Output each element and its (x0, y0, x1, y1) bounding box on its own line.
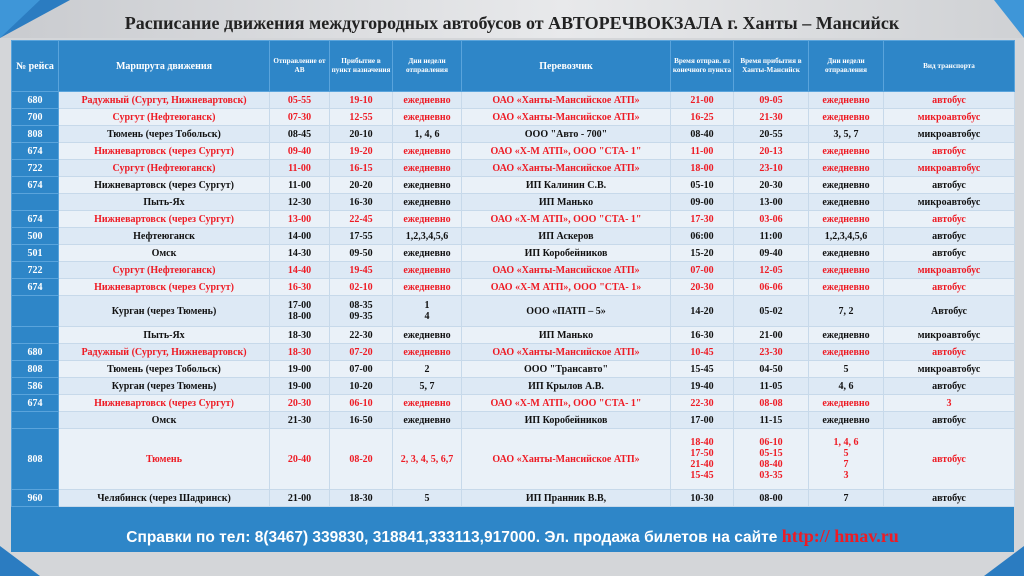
cell-carrier: ООО "Авто - 700" (462, 126, 671, 143)
cell-return-days: 7, 2 (809, 296, 884, 327)
cell-route-number: 808 (12, 126, 59, 143)
footer-label: Справки по тел: (126, 529, 251, 546)
table-row (12, 378, 1015, 395)
cell-route-name: Пыть-Ях (59, 194, 270, 211)
cell-carrier: ИП Манько (462, 327, 671, 344)
cell-carrier: ОАО «Х-М АТП», ООО "СТА- 1» (462, 279, 671, 296)
cell-transport-type: 3 (884, 395, 1015, 412)
cell-departure-days: 5 (393, 490, 462, 507)
cell-departure-time: 13-00 (270, 211, 330, 228)
cell-departure-time: 07-30 (270, 109, 330, 126)
cell-carrier: ИП Калинин С.В. (462, 177, 671, 194)
cell-return-days: ежедневно (809, 262, 884, 279)
cell-return-departure-time: 06:00 (671, 228, 734, 245)
cell-return-departure-time: 05-10 (671, 177, 734, 194)
cell-departure-days: ежедневно (393, 211, 462, 228)
cell-route-name: Сургут (Нефтеюганск) (59, 109, 270, 126)
table-row (12, 177, 1015, 194)
cell-arrival-time: 08-35 09-35 (330, 296, 393, 327)
cell-return-arrival-time: 12-05 (734, 262, 809, 279)
cell-route-name: Нижневартовск (через Сургут) (59, 143, 270, 160)
cell-departure-days: ежедневно (393, 279, 462, 296)
cell-return-days: 4, 6 (809, 378, 884, 395)
cell-return-days: ежедневно (809, 160, 884, 177)
cell-return-days: ежедневно (809, 92, 884, 109)
schedule-body (12, 92, 1015, 507)
cell-carrier: ООО «ПАТП – 5» (462, 296, 671, 327)
cell-carrier: ИП Пранник В.В, (462, 490, 671, 507)
table-row (12, 143, 1015, 160)
cell-arrival-time: 19-45 (330, 262, 393, 279)
cell-route-number: 674 (12, 395, 59, 412)
cell-arrival-time: 17-55 (330, 228, 393, 245)
cell-return-days: ежедневно (809, 177, 884, 194)
cell-arrival-time: 16-30 (330, 194, 393, 211)
page-title: Расписание движения междугородных автобусов от АВТОРЕЧВОКЗАЛА г. Ханты – Мансийск (124, 13, 900, 33)
cell-departure-days: 1,2,3,4,5,6 (393, 228, 462, 245)
col-header-departure: Отправление от АВ (270, 41, 330, 92)
table-row (12, 490, 1015, 507)
cell-carrier: ОАО «Ханты-Мансийское АТП» (462, 344, 671, 361)
cell-transport-type: автобус (884, 177, 1015, 194)
cell-return-departure-time: 09-00 (671, 194, 734, 211)
col-header-transport: Вид транспорта (884, 41, 1015, 92)
cell-return-days: ежедневно (809, 327, 884, 344)
col-header-number: № рейса (12, 41, 59, 92)
cell-carrier: ИП Крылов А.В. (462, 378, 671, 395)
schedule-table (11, 40, 1015, 507)
cell-departure-days: 2, 3, 4, 5, 6,7 (393, 429, 462, 490)
cell-route-number: 700 (12, 109, 59, 126)
cell-return-departure-time: 19-40 (671, 378, 734, 395)
cell-route-number: 501 (12, 245, 59, 262)
cell-route-name: Нефтеюганск (59, 228, 270, 245)
table-row (12, 160, 1015, 177)
cell-carrier: ОАО «Ханты-Мансийское АТП» (462, 429, 671, 490)
cell-arrival-time: 18-30 (330, 490, 393, 507)
cell-departure-days: ежедневно (393, 412, 462, 429)
cell-return-departure-time: 10-30 (671, 490, 734, 507)
cell-route-name: Нижневартовск (через Сургут) (59, 395, 270, 412)
cell-arrival-time: 19-10 (330, 92, 393, 109)
cell-return-departure-time: 10-45 (671, 344, 734, 361)
cell-departure-time: 19-00 (270, 361, 330, 378)
cell-departure-time: 20-40 (270, 429, 330, 490)
col-header-arrival: Прибытие в пункт назначения (330, 41, 393, 92)
col-header-return-departure: Время отправ. из конечного пункта (671, 41, 734, 92)
cell-route-name: Нижневартовск (через Сургут) (59, 211, 270, 228)
col-header-days: Дни недели отправления (393, 41, 462, 92)
cell-route-number: 586 (12, 378, 59, 395)
cell-transport-type: микроавтобус (884, 327, 1015, 344)
cell-departure-time: 12-30 (270, 194, 330, 211)
cell-transport-type: автобус (884, 279, 1015, 296)
cell-departure-days: ежедневно (393, 344, 462, 361)
cell-route-name: Сургут (Нефтеюганск) (59, 160, 270, 177)
cell-return-days: 1, 4, 6 5 7 3 (809, 429, 884, 490)
cell-return-departure-time: 07-00 (671, 262, 734, 279)
cell-return-arrival-time: 13-00 (734, 194, 809, 211)
cell-carrier: ОАО «Х-М АТП», ООО "СТА- 1" (462, 143, 671, 160)
cell-carrier: ИП Коробейников (462, 412, 671, 429)
cell-route-number (12, 412, 59, 429)
cell-transport-type: микроавтобус (884, 160, 1015, 177)
table-header-row (12, 41, 1015, 92)
cell-return-arrival-time: 23-30 (734, 344, 809, 361)
cell-return-days: ежедневно (809, 143, 884, 160)
cell-route-number: 500 (12, 228, 59, 245)
cell-return-days: ежедневно (809, 194, 884, 211)
col-header-carrier: Перевозчик (462, 41, 671, 92)
cell-return-departure-time: 20-30 (671, 279, 734, 296)
col-header-route: Маршрута движения (59, 41, 270, 92)
table-row (12, 395, 1015, 412)
cell-departure-time: 14-40 (270, 262, 330, 279)
cell-transport-type: Автобус (884, 296, 1015, 327)
cell-departure-time: 21-00 (270, 490, 330, 507)
cell-carrier: ОАО «Х-М АТП», ООО "СТА- 1" (462, 395, 671, 412)
cell-route-name: Тюмень (через Тобольск) (59, 126, 270, 143)
cell-departure-time: 11-00 (270, 177, 330, 194)
cell-route-number: 674 (12, 143, 59, 160)
cell-return-departure-time: 17-30 (671, 211, 734, 228)
cell-departure-days: 1 4 (393, 296, 462, 327)
cell-return-arrival-time: 11:00 (734, 228, 809, 245)
cell-return-arrival-time: 06-06 (734, 279, 809, 296)
table-row (12, 344, 1015, 361)
cell-return-arrival-time: 05-02 (734, 296, 809, 327)
cell-transport-type: автобус (884, 211, 1015, 228)
cell-route-name: Радужный (Сургут, Нижневартовск) (59, 344, 270, 361)
cell-return-arrival-time: 21-00 (734, 327, 809, 344)
cell-transport-type: автобус (884, 344, 1015, 361)
cell-carrier: ООО "Трансавто" (462, 361, 671, 378)
cell-route-name: Радужный (Сургут, Нижневартовск) (59, 92, 270, 109)
table-row (12, 361, 1015, 378)
cell-departure-time: 14-00 (270, 228, 330, 245)
table-row (12, 245, 1015, 262)
cell-route-number: 674 (12, 279, 59, 296)
cell-departure-time: 09-40 (270, 143, 330, 160)
cell-departure-time: 21-30 (270, 412, 330, 429)
cell-departure-days: ежедневно (393, 327, 462, 344)
cell-transport-type: автобус (884, 378, 1015, 395)
cell-route-name: Сургут (Нефтеюганск) (59, 262, 270, 279)
cell-route-number: 680 (12, 92, 59, 109)
table-row (12, 279, 1015, 296)
cell-departure-days: ежедневно (393, 143, 462, 160)
cell-departure-time: 14-30 (270, 245, 330, 262)
cell-departure-days: ежедневно (393, 177, 462, 194)
cell-return-arrival-time: 08-00 (734, 490, 809, 507)
cell-route-number: 674 (12, 177, 59, 194)
cell-departure-days: ежедневно (393, 92, 462, 109)
table-row (12, 296, 1015, 327)
cell-arrival-time: 16-15 (330, 160, 393, 177)
cell-route-number: 808 (12, 429, 59, 490)
cell-return-arrival-time: 03-06 (734, 211, 809, 228)
cell-arrival-time: 10-20 (330, 378, 393, 395)
cell-arrival-time: 02-10 (330, 279, 393, 296)
cell-return-days: ежедневно (809, 109, 884, 126)
cell-carrier: ОАО «Ханты-Мансийское АТП» (462, 92, 671, 109)
cell-departure-days: ежедневно (393, 395, 462, 412)
cell-return-departure-time: 11-00 (671, 143, 734, 160)
cell-arrival-time: 07-00 (330, 361, 393, 378)
table-row (12, 262, 1015, 279)
cell-return-days: ежедневно (809, 412, 884, 429)
cell-return-departure-time: 18-00 (671, 160, 734, 177)
cell-return-departure-time: 21-00 (671, 92, 734, 109)
cell-return-arrival-time: 20-55 (734, 126, 809, 143)
cell-route-name: Омск (59, 412, 270, 429)
cell-arrival-time: 08-20 (330, 429, 393, 490)
cell-departure-time: 16-30 (270, 279, 330, 296)
cell-route-name: Пыть-Ях (59, 327, 270, 344)
cell-carrier: ИП Аскеров (462, 228, 671, 245)
cell-return-departure-time: 17-00 (671, 412, 734, 429)
table-row (12, 211, 1015, 228)
cell-departure-days: ежедневно (393, 109, 462, 126)
table-row (12, 429, 1015, 490)
cell-return-arrival-time: 09-40 (734, 245, 809, 262)
cell-arrival-time: 19-20 (330, 143, 393, 160)
cell-departure-time: 19-00 (270, 378, 330, 395)
cell-carrier: ОАО «Ханты-Мансийское АТП» (462, 160, 671, 177)
cell-departure-days: ежедневно (393, 245, 462, 262)
cell-route-number: 674 (12, 211, 59, 228)
table-row (12, 228, 1015, 245)
cell-return-days: ежедневно (809, 344, 884, 361)
cell-transport-type: автобус (884, 228, 1015, 245)
cell-arrival-time: 20-20 (330, 177, 393, 194)
cell-transport-type: микроавтобус (884, 262, 1015, 279)
cell-departure-time: 05-55 (270, 92, 330, 109)
cell-arrival-time: 12-55 (330, 109, 393, 126)
cell-return-days: 7 (809, 490, 884, 507)
cell-arrival-time: 16-50 (330, 412, 393, 429)
cell-arrival-time: 06-10 (330, 395, 393, 412)
cell-return-departure-time: 16-30 (671, 327, 734, 344)
cell-return-arrival-time: 20-13 (734, 143, 809, 160)
cell-route-name: Тюмень (59, 429, 270, 490)
cell-return-days: 3, 5, 7 (809, 126, 884, 143)
cell-departure-days: 2 (393, 361, 462, 378)
cell-departure-time: 18-30 (270, 344, 330, 361)
footer-bar (11, 520, 1014, 552)
col-header-return-days: Дни недели отправления (809, 41, 884, 92)
cell-transport-type: автобус (884, 143, 1015, 160)
cell-arrival-time: 07-20 (330, 344, 393, 361)
cell-return-days: 1,2,3,4,5,6 (809, 228, 884, 245)
cell-transport-type: микроавтобус (884, 109, 1015, 126)
cell-carrier: ОАО «Х-М АТП», ООО "СТА- 1" (462, 211, 671, 228)
footer-website-link[interactable]: http:// hmav.ru (781, 526, 899, 546)
cell-route-number: 808 (12, 361, 59, 378)
table-row (12, 109, 1015, 126)
cell-route-name: Курган (через Тюмень) (59, 296, 270, 327)
cell-route-number (12, 327, 59, 344)
footer-sales-text: Эл. продажа билетов на сайте (544, 529, 778, 546)
cell-arrival-time: 09-50 (330, 245, 393, 262)
table-row (12, 92, 1015, 109)
table-row (12, 126, 1015, 143)
cell-return-departure-time: 15-45 (671, 361, 734, 378)
cell-route-name: Тюмень (через Тобольск) (59, 361, 270, 378)
cell-departure-time: 11-00 (270, 160, 330, 177)
cell-transport-type: автобус (884, 429, 1015, 490)
footer-phones: 8(3467) 339830, 318841,333113,917000. (254, 529, 540, 546)
cell-return-days: ежедневно (809, 211, 884, 228)
cell-return-days: ежедневно (809, 395, 884, 412)
cell-route-number (12, 296, 59, 327)
cell-route-name: Курган (через Тюмень) (59, 378, 270, 395)
cell-return-days: 5 (809, 361, 884, 378)
cell-departure-days: 5, 7 (393, 378, 462, 395)
cell-departure-days: ежедневно (393, 160, 462, 177)
cell-transport-type: микроавтобус (884, 361, 1015, 378)
cell-return-arrival-time: 06-10 05-15 08-40 03-35 (734, 429, 809, 490)
cell-transport-type: микроавтобус (884, 194, 1015, 211)
cell-route-name: Нижневартовск (через Сургут) (59, 279, 270, 296)
cell-return-days: ежедневно (809, 245, 884, 262)
cell-departure-time: 17-00 18-00 (270, 296, 330, 327)
cell-carrier: ОАО «Ханты-Мансийское АТП» (462, 262, 671, 279)
cell-route-number: 680 (12, 344, 59, 361)
cell-return-departure-time: 14-20 (671, 296, 734, 327)
cell-route-name: Омск (59, 245, 270, 262)
table-row (12, 412, 1015, 429)
cell-arrival-time: 20-10 (330, 126, 393, 143)
cell-carrier: ОАО «Ханты-Мансийское АТП» (462, 109, 671, 126)
cell-departure-days: 1, 4, 6 (393, 126, 462, 143)
schedule-board (11, 40, 1014, 552)
cell-return-departure-time: 18-40 17-50 21-40 15-45 (671, 429, 734, 490)
cell-departure-time: 08-45 (270, 126, 330, 143)
table-row (12, 194, 1015, 211)
cell-return-arrival-time: 21-30 (734, 109, 809, 126)
cell-return-departure-time: 22-30 (671, 395, 734, 412)
cell-route-name: Челябинск (через Шадринск) (59, 490, 270, 507)
cell-return-arrival-time: 20-30 (734, 177, 809, 194)
cell-transport-type: микроавтобус (884, 126, 1015, 143)
col-header-return-arrival: Время прибытия в Ханты-Мансийск (734, 41, 809, 92)
cell-route-number: 722 (12, 160, 59, 177)
cell-return-days: ежедневно (809, 279, 884, 296)
cell-transport-type: автобус (884, 490, 1015, 507)
cell-departure-days: ежедневно (393, 194, 462, 211)
cell-arrival-time: 22-30 (330, 327, 393, 344)
cell-return-arrival-time: 09-05 (734, 92, 809, 109)
cell-carrier: ИП Манько (462, 194, 671, 211)
cell-departure-days: ежедневно (393, 262, 462, 279)
cell-route-number: 722 (12, 262, 59, 279)
cell-transport-type: автобус (884, 92, 1015, 109)
cell-route-number (12, 194, 59, 211)
cell-return-arrival-time: 23-10 (734, 160, 809, 177)
cell-return-departure-time: 15-20 (671, 245, 734, 262)
cell-return-departure-time: 08-40 (671, 126, 734, 143)
cell-transport-type: автобус (884, 412, 1015, 429)
cell-return-arrival-time: 04-50 (734, 361, 809, 378)
table-row (12, 327, 1015, 344)
cell-return-arrival-time: 11-05 (734, 378, 809, 395)
cell-transport-type: автобус (884, 245, 1015, 262)
cell-return-arrival-time: 08-08 (734, 395, 809, 412)
cell-departure-time: 20-30 (270, 395, 330, 412)
cell-carrier: ИП Коробейников (462, 245, 671, 262)
cell-arrival-time: 22-45 (330, 211, 393, 228)
cell-return-departure-time: 16-25 (671, 109, 734, 126)
cell-departure-time: 18-30 (270, 327, 330, 344)
cell-route-name: Нижневартовск (через Сургут) (59, 177, 270, 194)
cell-route-number: 960 (12, 490, 59, 507)
cell-return-arrival-time: 11-15 (734, 412, 809, 429)
